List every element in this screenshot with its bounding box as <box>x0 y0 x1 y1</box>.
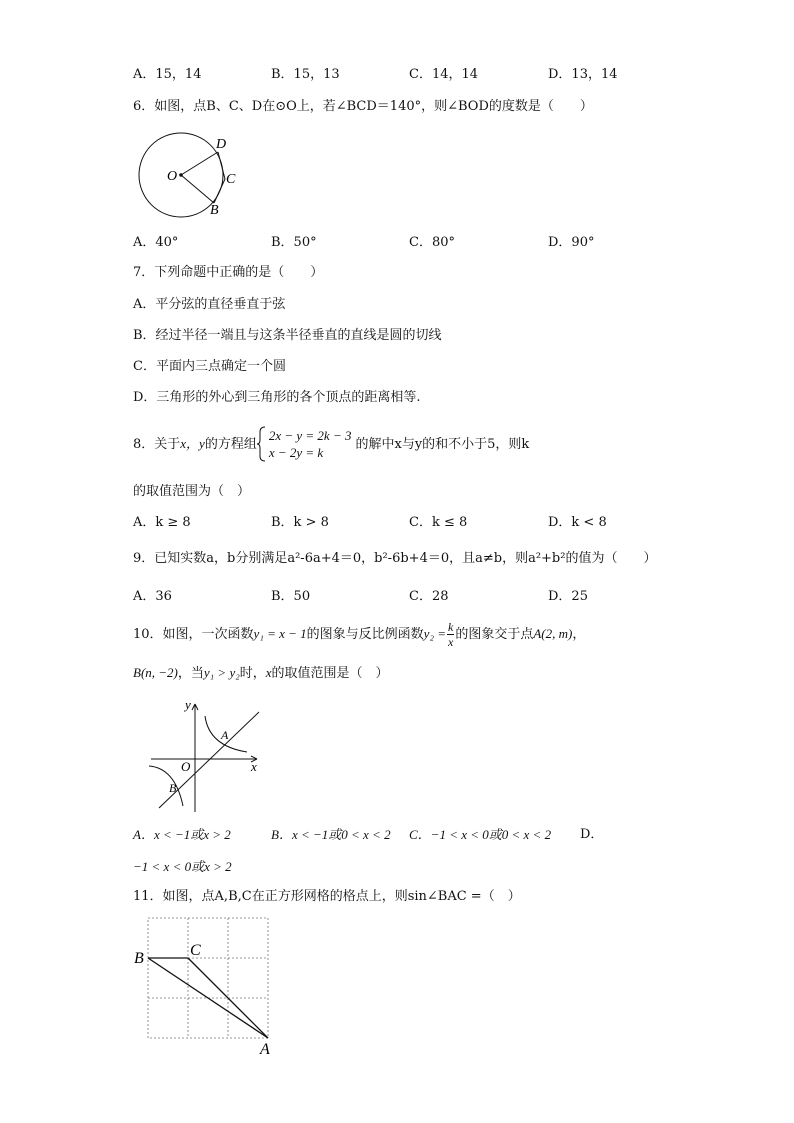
q6-option-d: D．90° <box>548 235 595 250</box>
q9-option-c: C．28 <box>409 589 449 604</box>
q8-stem <box>133 425 529 463</box>
q11-label-b: B <box>134 950 144 967</box>
q6-label-b: B <box>210 203 219 218</box>
q5-option-c: C．14，14 <box>409 67 479 82</box>
q10-option-d: D． <box>580 827 604 842</box>
q10-graph-figure <box>145 698 265 816</box>
q8-eq2: x − 2y = k <box>268 445 324 460</box>
q10-stem-a: 10．如图，一次函数 <box>133 627 254 642</box>
q11-stem: 11．如图，点A,B,C在正方形网格的格点上，则sin∠BAC =（ ） <box>133 889 521 904</box>
q10-frac-den: x <box>447 635 454 649</box>
q8-brace-icon <box>257 426 267 462</box>
q10-option-c: C．−1 < x < 0或0 < x < 2 <box>409 827 552 842</box>
q6-option-c: C．80° <box>409 235 455 250</box>
q8-option-b: B．k > 8 <box>271 515 329 530</box>
q10-label-x: x <box>251 759 257 774</box>
q7-option-d: D．三角形的外心到三角形的各个顶点的距离相等. <box>133 390 421 405</box>
q8-stem-mid: 的方程组 <box>204 437 257 452</box>
q10-frac-num: k <box>447 620 454 634</box>
q8-stem-prefix: 8．关于 <box>133 437 181 452</box>
q7-option-c: C．平面内三点确定一个圆 <box>133 359 286 374</box>
q10-label-b: B <box>169 781 177 795</box>
q10-point-a: A(2, m) <box>533 626 573 641</box>
q10-label-a: A <box>221 728 229 742</box>
q11-label-c: C <box>190 942 201 959</box>
q10-label-y: y <box>185 698 191 712</box>
q10-point-b: B(n, −2) <box>133 665 178 680</box>
q8-vars: x，y <box>180 436 205 451</box>
q6-circle-figure <box>130 124 250 224</box>
q7-stem: 7．下列命题中正确的是（ ） <box>133 265 324 280</box>
q9-stem: 9．已知实数a，b分别满足a²-6a+4＝0，b²-6b+4＝0，且a≠b，则a²+b²的值为（ ） <box>133 551 657 566</box>
q8-option-c: C．k ≤ 8 <box>409 515 468 530</box>
q11-grid-figure <box>130 912 280 1062</box>
q6-option-a: A．40° <box>133 235 179 250</box>
q9-option-d: D．25 <box>548 589 588 604</box>
q10-stem-e: 时， <box>239 666 266 681</box>
q10-stem-d: ，当 <box>177 666 204 681</box>
q10-stem-b: 的图象与反比例函数 <box>306 627 424 642</box>
q7-option-b: B．经过半径一端且与这条半径垂直的直线是圆的切线 <box>133 328 442 343</box>
q6-label-c: C <box>226 172 236 187</box>
q10-stem-c: 的图象交于点 <box>455 627 534 642</box>
q10-stem-tail: ， <box>572 627 586 642</box>
q6-option-b: B．50° <box>271 235 317 250</box>
q6-label-d: D <box>216 137 227 152</box>
q7-option-a: A．平分弦的直径垂直于弦 <box>133 297 286 312</box>
q10-stem-line2 <box>133 664 389 683</box>
q10-option-b: B．x < −1或0 < x < 2 <box>271 827 391 842</box>
q8-eq1: 2x − y = 2k − 3 <box>268 428 352 443</box>
q10-condition: y₁ > y₂ <box>203 665 240 680</box>
q5-option-b: B．15，13 <box>271 67 340 82</box>
q10-option-a: A．x < −1或x > 2 <box>133 827 231 842</box>
q8-stem-suffix: 的解中x与y的和不小于5，则k <box>355 437 530 452</box>
q10-fraction <box>447 620 454 649</box>
q8-stem-line2: 的取值范围为（ ） <box>133 484 251 499</box>
q10-label-o: O <box>181 759 191 774</box>
q10-option-d-line2: −1 < x < 0或x > 2 <box>133 859 232 874</box>
q10-var-x: x <box>265 665 272 680</box>
q10-y1-expr: y₁ = x − 1 <box>253 626 307 641</box>
q9-option-b: B．50 <box>271 589 311 604</box>
q10-stem-line1 <box>133 616 585 652</box>
q6-label-o: O <box>167 169 178 184</box>
q8-option-a: A．k ≥ 8 <box>133 515 191 530</box>
q10-stem-f: 的取值范围是（ ） <box>271 666 389 681</box>
q5-option-a: A．15，14 <box>133 67 202 82</box>
q5-option-d: D．13，14 <box>548 67 618 82</box>
q11-label-a: A <box>260 1041 270 1058</box>
q10-y2-lhs: y₂ = <box>423 626 446 641</box>
q6-stem: 6．如图，点B、C、D在⊙O上，若∠BCD＝140°，则∠BOD的度数是（ ） <box>133 99 593 114</box>
q9-option-a: A．36 <box>133 589 172 604</box>
q8-equation-system <box>257 426 352 464</box>
q8-option-d: D．k < 8 <box>548 515 607 530</box>
